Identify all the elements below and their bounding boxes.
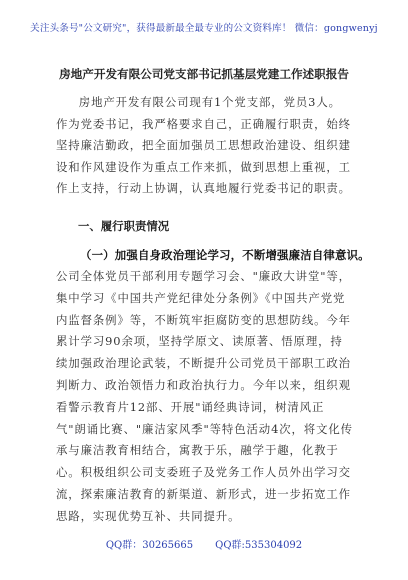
footer-contact [0, 536, 408, 551]
subsection-body-1: 公司全体党员干部利用专题学习会、"廉政大讲堂"等，集中学习《中国共产党纪律处分条例》《中国共产党党内监督条例》等，不断筑牢拒腐防变的思想防线。今年累计学习90余项，坚持学原文、读原著、悟原理，持续加强政治理论武装，不断提升公司党员干部职工政治判断力、政治领悟力和政治执行力。今年以来，组织观看警示教育片12部、开展"诵经典诗词，树清风正气"朗诵比赛、"廉洁家风季"等特色活动4次，将文化传承与廉洁教育相结合，寓教于乐，融学于趣，化教于心。积极组织公司支委班子及党务工作人员外出学习交流，探索廉洁教育的新渠道、新形式，进一步拓宽工作思路，实现优势互补、共同提升。 [56, 269, 353, 523]
header-promo-note: 关注头条号"公文研究"，获得最新最全最专业的公文资料库！ 微信：gongwenyj [30, 23, 378, 34]
footer-qq-group-1: QQ群：30265665 [105, 540, 194, 551]
intro-paragraph: 房地产开发有限公司现有1个党支部，党员3人。作为党委书记，我严格要求自己，正确履行职责，始终坚持廉洁勤政，把全面加强员工思想政治建设、组织建设和作风建设作为重点工作来抓，做到思想上重视，工作上支持，行动上协调，认真地履行党委书记的职责。 [56, 95, 351, 195]
footer-qq-group-2: QQ群:535304092 [215, 540, 303, 551]
section-heading-1: 一、履行职责情况 [78, 219, 170, 233]
subsection-heading-1: （一）加强自身政治理论学习，不断增强廉洁自律意识。 [80, 248, 370, 262]
document-title: 房地产开发有限公司党支部书记抓基层党建工作述职报告 [59, 67, 349, 81]
